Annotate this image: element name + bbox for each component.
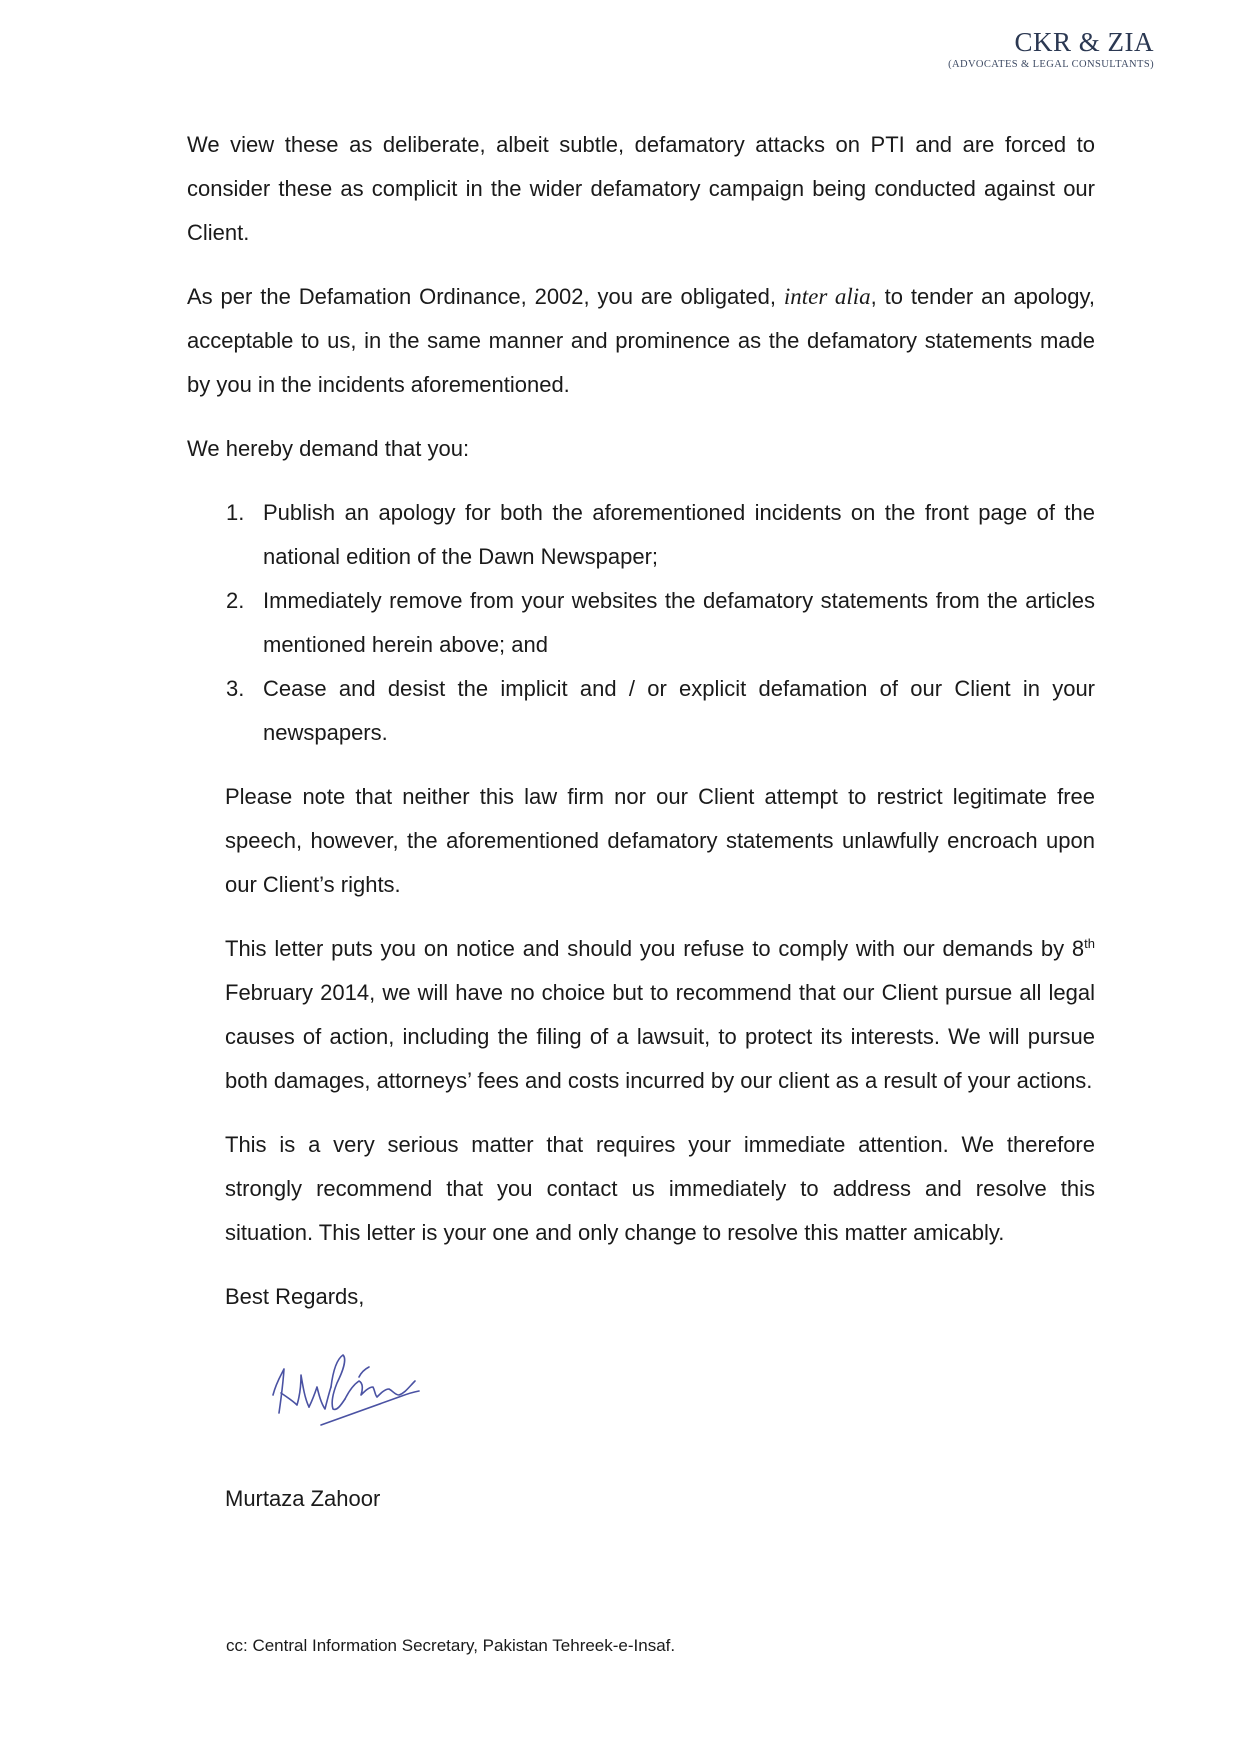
handwritten-signature-icon: [267, 1337, 1095, 1459]
paragraph-free-speech: Please note that neither this law firm nor our Client attempt to restrict legitimate free speech, however, the aforementioned defamatory statements unlawfully encroach upon our Client’s rights.: [225, 784, 1095, 897]
ordinance-text-end: , to tender an apology, acceptable to us, in the same manner and prominence as the defamatory statements made by you in the incidents aforementioned.: [187, 284, 1095, 397]
demand-text: Cease and desist the implicit and / or explicit defamation of our Client in your newspapers.: [263, 676, 1095, 745]
salutation: Best Regards,: [225, 1284, 365, 1309]
demand-item: [187, 667, 1095, 755]
closing-block: [225, 1275, 1095, 1521]
paragraph-defamatory-attacks: We view these as deliberate, albeit subtle, defamatory attacks on PTI and are forced to consider these as complicit in the wider defamatory campaign being conducted against our Client.: [187, 132, 1095, 245]
paragraph-serious-matter: This is a very serious matter that requires your immediate attention. We therefore strongly recommend that you contact us immediately to address and resolve this situation. This letter is your one and only change to resolve this matter amicably.: [225, 1132, 1095, 1245]
letterhead: [948, 26, 1154, 72]
demand-text: Publish an apology for both the aforementioned incidents on the front page of the national edition of the Dawn Newspaper;: [263, 500, 1095, 569]
demand-number: 2.: [226, 588, 245, 613]
notice-text-end: February 2014, we will have no choice but to recommend that our Client pursue all legal causes of action, including the filing of a lawsuit, to protect its interests. We will pursue both damages, attorneys’ fees and costs incurred by our client as a result of your actions.: [225, 980, 1095, 1093]
notice-text-start: This letter puts you on notice and should you refuse to comply with our demands by 8: [225, 936, 1085, 961]
paragraph-notice: [225, 927, 1095, 1103]
demand-item: [187, 491, 1095, 579]
signer-name: Murtaza Zahoor: [225, 1486, 381, 1511]
signature-drawing: [267, 1337, 437, 1459]
cc-line: cc: Central Information Secretary, Pakistan Tehreek-e-Insaf.: [226, 1636, 676, 1655]
demand-number: 1.: [226, 500, 245, 525]
demand-text: Immediately remove from your websites the defamatory statements from the articles mentioned herein above; and: [263, 588, 1095, 657]
ordinance-text-start: As per the Defamation Ordinance, 2002, you are obligated,: [187, 284, 784, 309]
demands-list: [187, 491, 1095, 755]
paragraph-demand-intro: We hereby demand that you:: [187, 436, 470, 461]
demand-number: 3.: [226, 676, 245, 701]
letter-body: [187, 123, 1095, 1521]
firm-name: CKR & ZIA: [1014, 27, 1154, 57]
firm-subtitle: (ADVOCATES & LEGAL CONSULTANTS): [948, 59, 1154, 70]
paragraph-defamation-ordinance: [187, 275, 1095, 407]
ordinal-suffix: th: [1084, 936, 1095, 951]
inter-alia-term: inter alia: [783, 284, 871, 309]
demand-item: [187, 579, 1095, 667]
